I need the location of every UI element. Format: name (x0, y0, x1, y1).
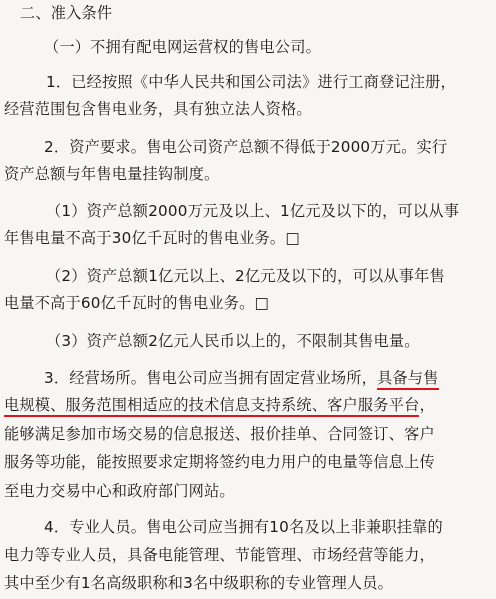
highlighted-phrase-start: 具备与售 (377, 365, 439, 391)
highlighted-phrase-continued: 电规模、服务范围相适应的技术信息支持系统、客户服务平台 (4, 392, 419, 418)
section-1-title: （一）不拥有配电网运营权的售电公司。 (44, 38, 321, 56)
sub-item-3-line-1: （3）资产总额2亿元人民币以上的，不限制其售电量。 (46, 332, 420, 350)
item-3-line-1-text: 3．经营场所。售电公司应当拥有固定营业场所， (44, 369, 378, 387)
item-4-line-3: 其中至少有1名高级职称和3名中级职称的专业管理人员。 (4, 574, 394, 592)
item-3-line-2 (4, 392, 435, 418)
sub-item-2-line-2: 电量不高于60亿千瓦时的售电业务。□ (4, 294, 270, 312)
item-1-line-1: 1．已经按照《中华人民共和国公司法》进行工商登记注册， (46, 73, 456, 91)
item-3-line-4: 服务等功能，能按照要求定期将签约电力用户的电量等信息上传 (4, 453, 435, 471)
sub-item-1-line-2: 年售电量不高于30亿千瓦时的售电业务。□ (4, 229, 300, 247)
sub-item-2-line-1: （2）资产总额1亿元以上、2亿元及以下的，可以从事年售 (46, 267, 445, 285)
item-2-line-2: 资产总额与年售电量挂钩制度。 (4, 165, 220, 183)
item-3-line-3: 能够满足参加市场交易的信息报送、报价挂单、合同签订、客户 (4, 425, 435, 443)
item-4-line-1: 4．专业人员。售电公司应当拥有10名及以上非兼职挂靠的 (44, 518, 443, 536)
heading: 二、准入条件 (20, 4, 113, 22)
item-1-line-2: 经营范围包含售电业务，具有独立法人资格。 (4, 100, 312, 118)
item-4-line-2: 电力等专业人员，具备电能管理、节能管理、市场经营等能力， (4, 546, 435, 564)
item-3-line-1 (44, 365, 439, 391)
item-3-line-2-text: ， (419, 396, 435, 414)
sub-item-1-line-1: （1）资产总额2000万元及以上、1亿元及以下的，可以从事 (46, 202, 460, 220)
item-2-line-1: 2．资产要求。售电公司资产总额不得低于2000万元。实行 (44, 138, 448, 156)
item-3-line-5: 至电力交易中心和政府部门网站。 (4, 482, 235, 500)
